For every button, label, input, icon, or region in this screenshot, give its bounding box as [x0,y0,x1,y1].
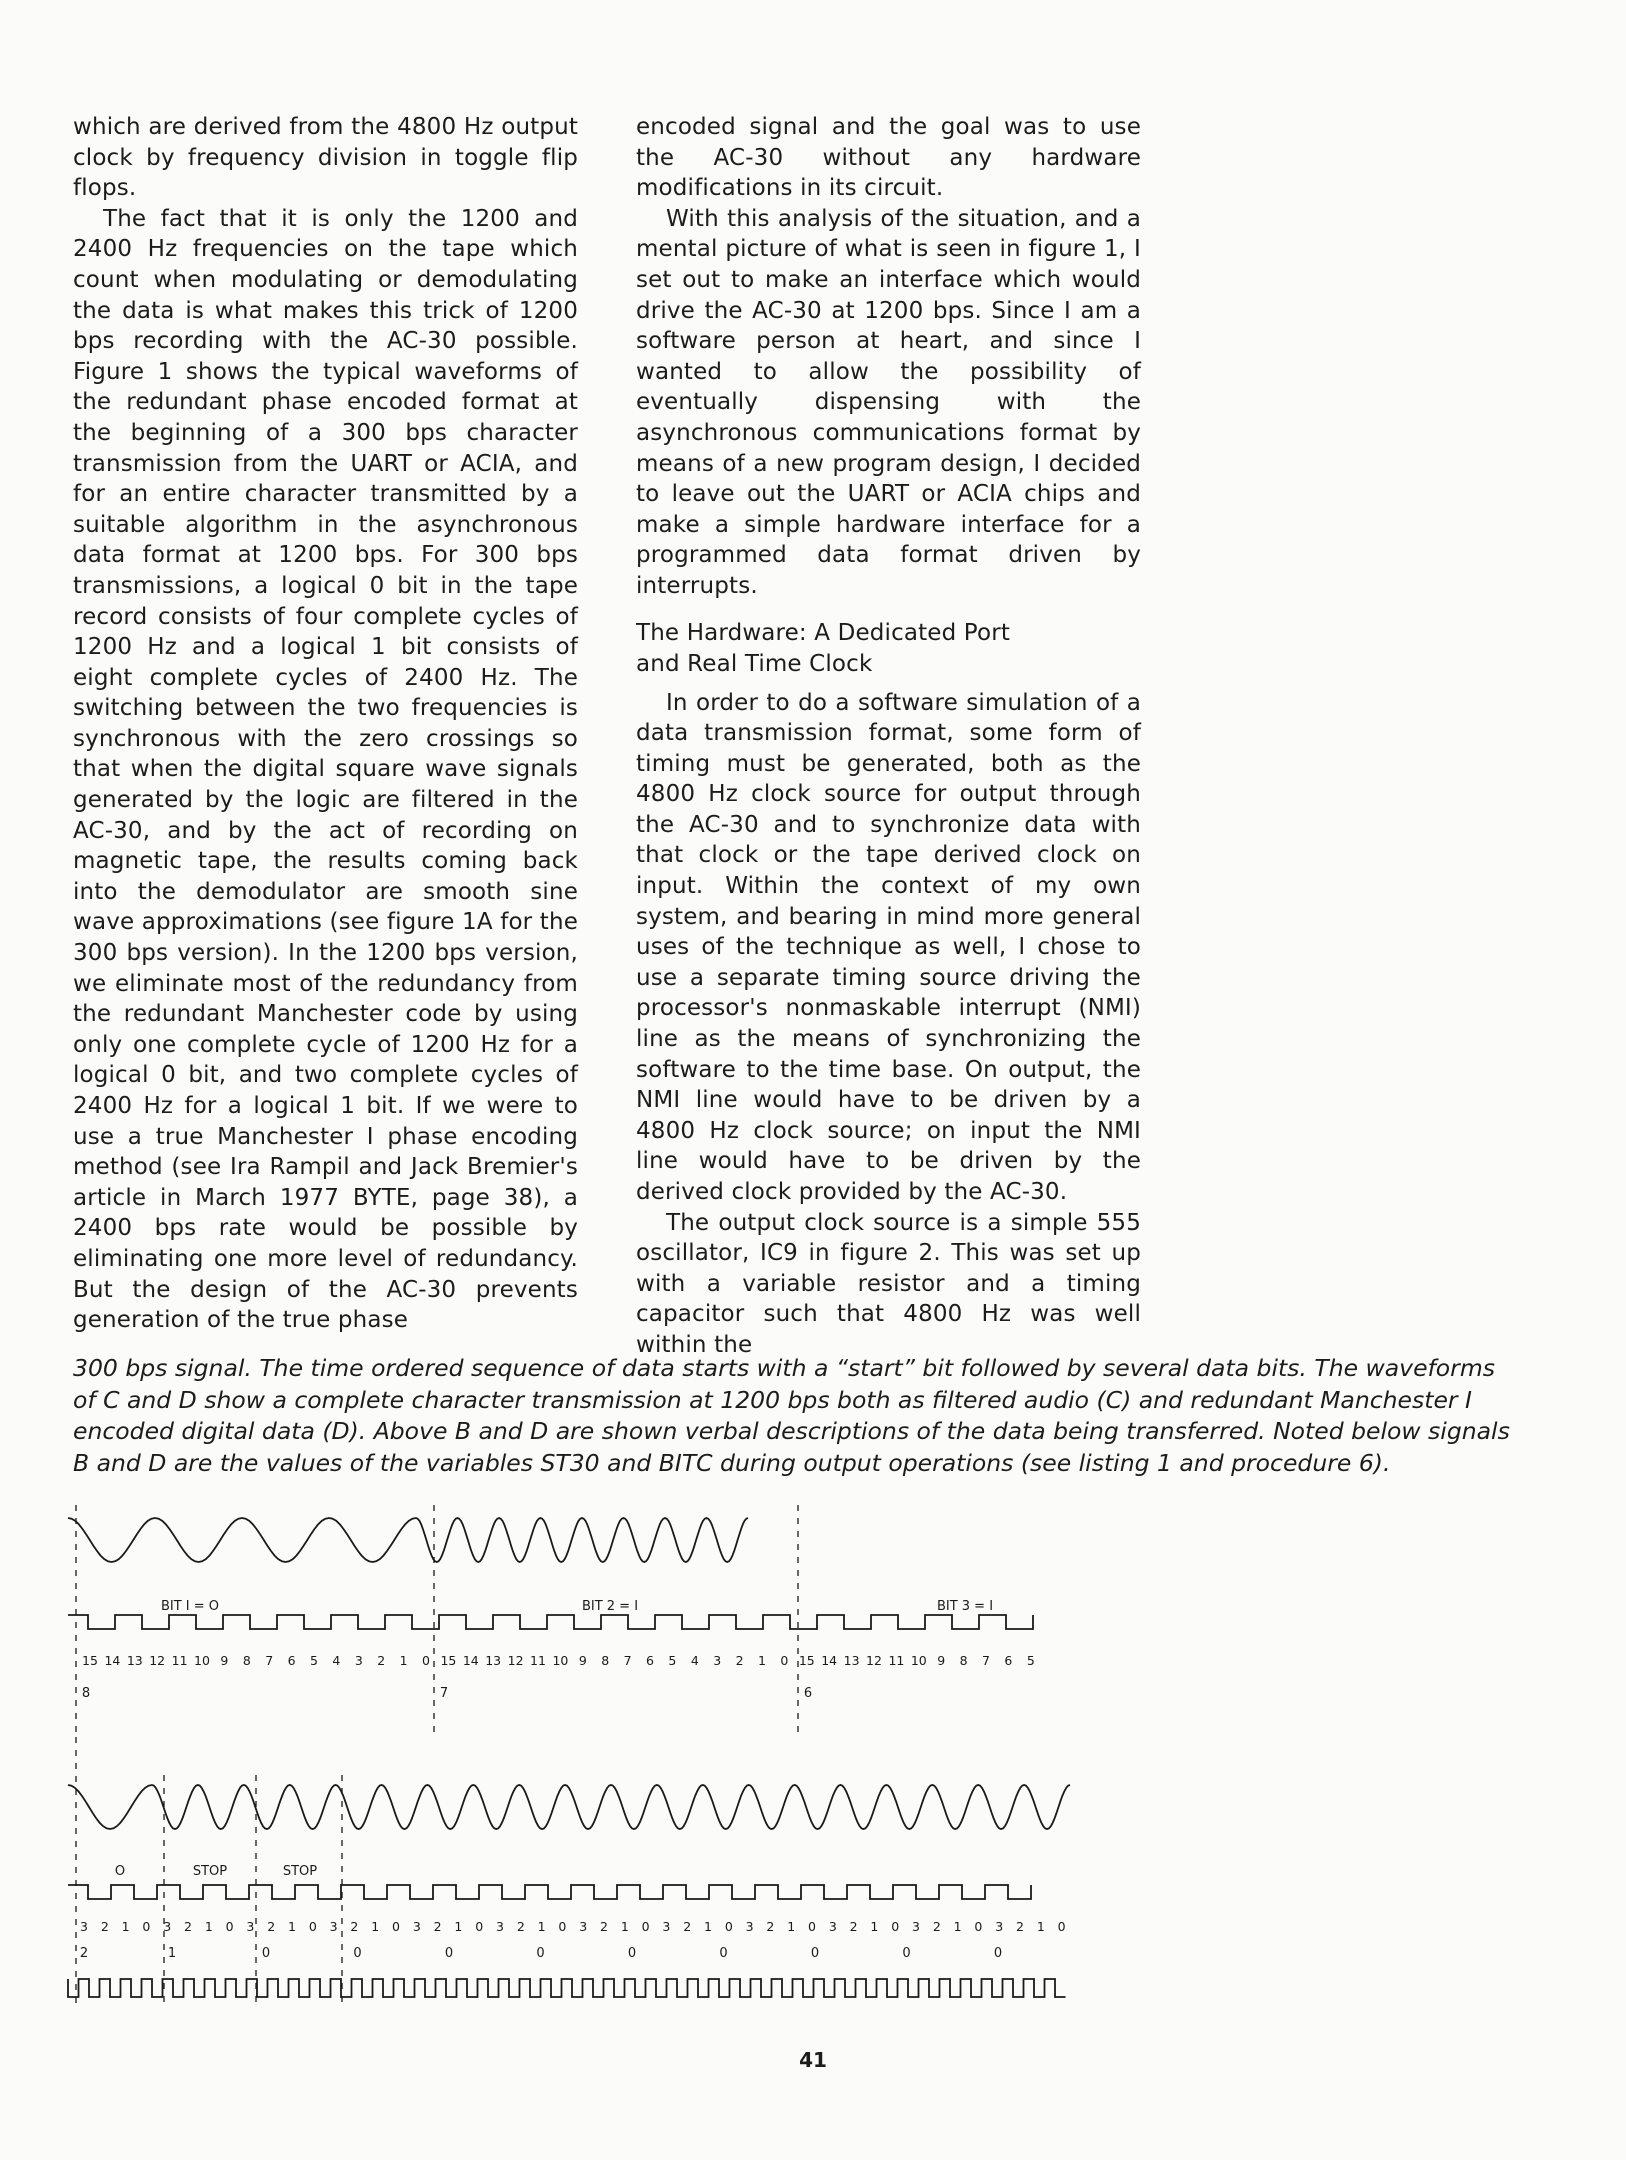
st30-value-13: 3 [354,1653,363,1668]
section-heading-line-2: and Real Time Clock [636,650,873,677]
st30-value-32: 0 [780,1653,789,1668]
bottom-counter-28: 0 [641,1919,650,1934]
bottom-counter-6: 2 [184,1919,192,1934]
bottom-bitc-value-7: 0 [627,1946,637,1961]
st30-value-6: 10 [194,1653,210,1668]
bottom-bitc-value-10: 0 [902,1946,911,1961]
waveform-a-filtered-300bps [68,1518,748,1562]
bottom-counter-17: 3 [412,1919,421,1934]
bottom-counter-19: 1 [454,1919,463,1934]
st30-value-20: 12 [507,1653,524,1668]
bottom-counter-1: 3 [80,1919,88,1934]
st30-value-14: 2 [377,1653,386,1668]
st30-value-37: 11 [888,1653,905,1668]
right-paragraph-3: In order to do a software simulation of a data transmission format, some form of timing must be generated, both as the 4800 Hz clock source for output through the AC-30 and to synchronize data with that clock or the tape derived clock on input. Within the context of my own system, and bearing in mind more general uses of the technique as well, I chose to use a separate timing source driving the processor's nonmaskable interrupt (NMI) line as the means of synchronizing the software to the time base. On output, the NMI line would have to be driven by a 4800 Hz clock source; on input the NMI line would have to be driven by the derived clock provided by the AC-30. [636,689,1141,1205]
bottom-counter-21: 3 [496,1919,504,1934]
bottom-counter-11: 1 [288,1919,296,1934]
bottom-bitc-value-5: 0 [444,1946,454,1961]
bottom-counter-29: 3 [662,1919,671,1934]
st30-value-27: 5 [668,1653,677,1668]
st30-value-10: 6 [287,1653,296,1668]
st30-value-8: 8 [242,1653,251,1668]
bottom-counter-38: 2 [849,1919,858,1934]
bottom-counter-7: 1 [204,1919,213,1934]
bottom-counter-3: 1 [121,1919,130,1934]
bottom-counter-10: 2 [267,1919,276,1934]
bottom-bitc-value-8: 0 [719,1946,728,1961]
bottom-counter-39: 1 [870,1919,879,1934]
bit-label-1: BIT I = O [160,1599,220,1614]
bottom-bitc-value-4: 0 [353,1946,362,1961]
figure-caption: 300 bps signal. The time ordered sequence of data starts with a “start” bit followed by several data bits. The waveforms of C and D show a complete character transmission at 1200 bps both as filtered audio (C) and redundant Manchester I encoded digital data (D). Above B and D are shown verbal descriptions of the data being transferred. Noted below signals B and D are the values of the variables ST30 and BITC during output operations (see listing 1 and procedure 6). [73,1354,1510,1477]
st30-value-39: 9 [937,1653,946,1668]
bottom-counter-35: 1 [787,1919,796,1934]
st30-value-26: 6 [646,1653,654,1668]
bottom-label-2: STOP [192,1864,228,1879]
bottom-counter-36: 0 [808,1919,816,1934]
clock-waveform [68,1979,1066,1997]
waveform-figure [60,1505,1080,2025]
bottom-counter-12: 0 [308,1919,317,1934]
bottom-counter-8: 0 [225,1919,234,1934]
page-number: 41 [799,2048,827,2072]
right-paragraph-1: encoded signal and the goal was to use the AC-30 without any hardware modifications in its circuit. [636,114,1141,202]
bottom-counter-13: 3 [329,1919,338,1934]
st30-value-9: 7 [265,1653,274,1668]
bottom-counter-18: 2 [433,1919,442,1934]
bottom-label-1: O [114,1864,126,1879]
st30-value-29: 3 [713,1653,722,1668]
bit-label-2: BIT 2 = I [581,1599,639,1614]
bottom-counter-31: 1 [704,1919,712,1934]
waveform-b-digital-300bps [68,1615,1033,1629]
bottom-counter-44: 0 [974,1919,983,1934]
bottom-counter-40: 0 [891,1919,900,1934]
bottom-counter-2: 2 [100,1919,109,1934]
bottom-counter-33: 3 [745,1919,754,1934]
bottom-counter-46: 2 [1016,1919,1024,1934]
section-heading-line-1: The Hardware: A Dedicated Port [636,619,1011,646]
bottom-counter-26: 2 [600,1919,608,1934]
bottom-counter-47: 1 [1036,1919,1045,1934]
left-paragraph-2: The fact that it is only the 1200 and 2400 Hz frequencies on the tape which count when modulating or demodulating the data is what makes this trick of 1200 bps recording with the AC-30 possible. Figure 1 shows the typical waveforms of the redundant phase encoded format at the beginning of a 300 bps character transmission from the UART or ACIA, and for an entire character transmitted by a suitable algorithm in the asynchronous data format at 1200 bps. For 300 bps transmissions, a logical 0 bit in the tape record consists of four complete cycles of 1200 Hz and a logical 1 bit consists of eight complete cycles of 2400 Hz. The switching between the two frequencies is synchronous with the zero crossings so that when the digital square wave signals generated by the logic are filtered in the AC-30, and by the act of recording on magnetic tape, the results coming back into the demodulator are smooth sine wave approximations (see figure 1A for the 300 bps version). In the 1200 bps version, we eliminate most of the redundancy from the redundant Manchester code by using only one complete cycle of 1200 Hz for a logical 0 bit, and two complete cycles of 2400 Hz for a logical 1 bit. If we were to use a true Manchester I phase encoding method (see Ira Rampil and Jack Bremier's article in March 1977 BYTE, page 38), a 2400 bps rate would be possible by eliminating one more level of redundancy. But the design of the AC-30 prevents generation of the true phase [73,205,578,1334]
bottom-bitc-value-2: 1 [167,1946,177,1961]
left-paragraph-1: which are derived from the 4800 Hz output clock by frequency division in toggle flip flops. [73,114,578,202]
bottom-counter-45: 3 [995,1919,1004,1934]
right-paragraph-4: The output clock source is a simple 555 oscillator, IC9 in figure 2. This was set up with a variable resistor and a timing capacitor such that 4800 Hz was well within the [636,1209,1141,1358]
st30-value-17: 15 [440,1653,457,1668]
st30-value-18: 14 [462,1653,479,1668]
st30-value-19: 13 [485,1653,502,1668]
st30-value-24: 8 [601,1653,610,1668]
st30-value-2: 14 [104,1653,121,1668]
bottom-counter-15: 1 [371,1919,380,1934]
bottom-counter-9: 3 [246,1919,255,1934]
st30-value-43: 5 [1026,1653,1035,1668]
st30-value-21: 11 [530,1653,546,1668]
st30-value-7: 9 [220,1653,229,1668]
waveform-d-digital-1200bps [68,1885,1031,1899]
st30-value-22: 10 [552,1653,569,1668]
st30-value-16: 0 [422,1653,430,1668]
st30-value-28: 4 [690,1653,699,1668]
bottom-counter-48: 0 [1057,1919,1066,1934]
st30-value-25: 7 [623,1653,632,1668]
st30-value-1: 15 [82,1653,98,1668]
st30-value-36: 12 [866,1653,882,1668]
bottom-counter-5: 3 [163,1919,172,1934]
st30-value-35: 13 [843,1653,860,1668]
bottom-bitc-value-9: 0 [810,1946,820,1961]
bottom-label-3: STOP [282,1864,318,1879]
st30-value-38: 10 [910,1653,927,1668]
bottom-counter-32: 0 [724,1919,733,1934]
st30-value-11: 5 [310,1653,318,1668]
st30-value-40: 8 [959,1653,968,1668]
bottom-bitc-value-11: 0 [993,1946,1003,1961]
top-bitc-value-1: 8 [81,1686,91,1701]
st30-value-12: 4 [332,1653,341,1668]
st30-value-30: 2 [735,1653,744,1668]
st30-value-5: 11 [171,1653,188,1668]
bottom-counter-24: 0 [558,1919,567,1934]
top-bitc-value-2: 7 [439,1686,449,1701]
figure-labels [80,1599,1066,1961]
bottom-counter-43: 1 [953,1919,962,1934]
bottom-counter-4: 0 [142,1919,151,1934]
bottom-counter-41: 3 [912,1919,920,1934]
st30-value-23: 9 [578,1653,587,1668]
st30-value-4: 12 [149,1653,166,1668]
bottom-bitc-value-1: 2 [79,1946,89,1961]
bottom-counter-27: 1 [620,1919,629,1934]
st30-value-34: 14 [821,1653,838,1668]
bottom-counter-20: 0 [475,1919,484,1934]
bottom-counter-37: 3 [828,1919,837,1934]
bottom-counter-14: 2 [350,1919,359,1934]
st30-value-33: 15 [798,1653,815,1668]
right-column [636,112,1141,1361]
top-bitc-value-3: 6 [803,1686,813,1701]
bottom-counter-25: 3 [579,1919,588,1934]
st30-value-3: 13 [126,1653,143,1668]
bottom-counter-23: 1 [537,1919,546,1934]
bit-label-3: BIT 3 = I [936,1599,994,1614]
bottom-counter-34: 2 [766,1919,775,1934]
bottom-counter-22: 2 [516,1919,525,1934]
bottom-counter-30: 2 [683,1919,692,1934]
st30-value-31: 1 [758,1653,766,1668]
bottom-bitc-value-6: 0 [536,1946,545,1961]
st30-value-41: 7 [982,1653,990,1668]
st30-value-15: 1 [399,1653,408,1668]
waveform-c-filtered-1200bps [68,1785,1070,1829]
right-paragraph-2: With this analysis of the situation, and a mental picture of what is seen in figure 1, I set out to make an interface which would drive the AC-30 at 1200 bps. Since I am a software person at heart, and since I wanted to allow the possibility of eventually dispensing with the asynchronous communications format by means of a new program design, I decided to leave out the UART or ACIA chips and make a simple hardware interface for a programmed data format driven by interrupts. [636,205,1141,599]
bottom-counter-16: 0 [392,1919,400,1934]
section-heading [636,618,1141,680]
bottom-counter-42: 2 [932,1919,941,1934]
bottom-bitc-value-3: 0 [261,1946,271,1961]
st30-value-42: 6 [1004,1653,1013,1668]
left-column [73,112,578,1336]
